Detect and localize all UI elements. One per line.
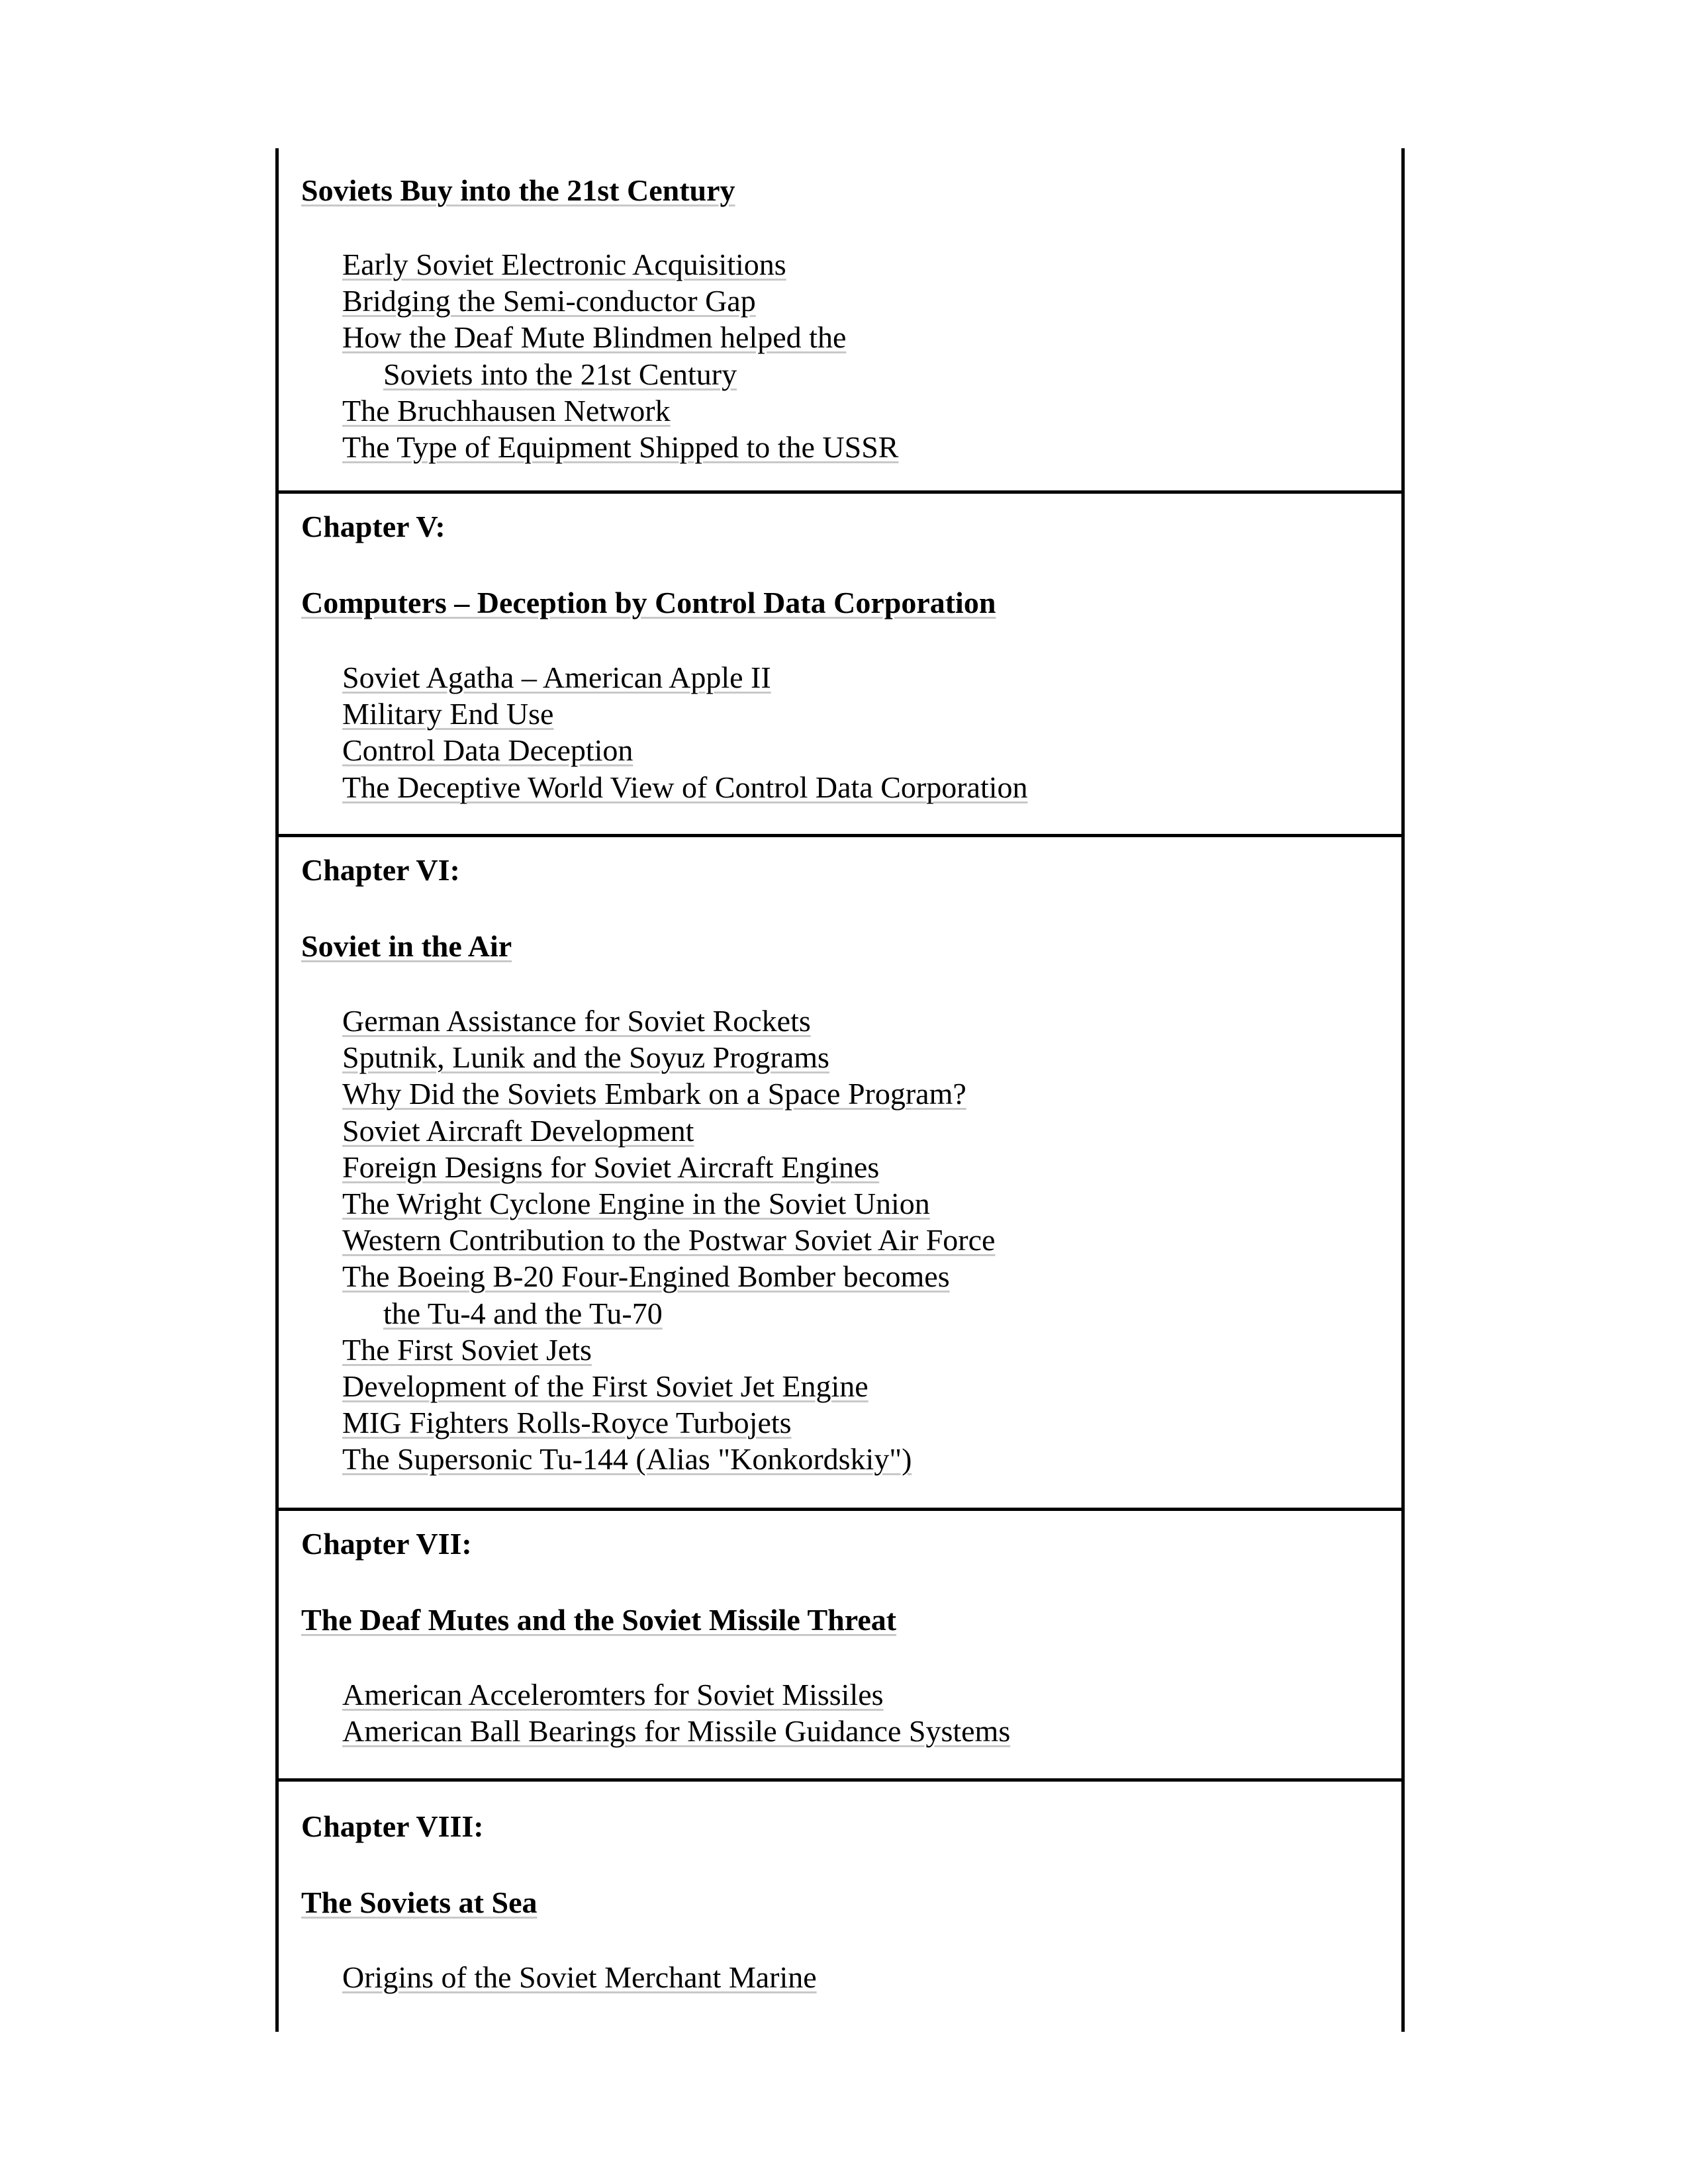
toc-link[interactable]: Development of the First Soviet Jet Engine [342,1369,868,1404]
toc-link[interactable]: Western Contribution to the Postwar Soviet Air Force [342,1223,996,1257]
toc-link[interactable]: The Wright Cyclone Engine in the Soviet Union [342,1187,930,1221]
chapter-title-link[interactable]: Computers – Deception by Control Data Corporation [301,586,996,619]
chapter-title-link[interactable]: The Soviets at Sea [301,1886,538,1919]
toc-link[interactable]: Military End Use [342,697,554,731]
toc-link-continued[interactable]: Soviets into the 21st Century [383,357,737,391]
toc-link[interactable]: The Type of Equipment Shipped to the USSR [342,430,899,465]
toc-link[interactable]: American Ball Bearings for Missile Guidance Systems [342,1714,1011,1749]
chapter-title-link[interactable]: Soviet in the Air [301,929,512,963]
chapter-label: Chapter VIII: [301,1809,484,1843]
toc-link[interactable]: The Supersonic Tu-144 (Alias "Konkordskiy") [342,1442,912,1477]
toc-link[interactable]: Soviet Agatha – American Apple II [342,660,771,694]
section-link-list [342,659,1028,805]
toc-link[interactable]: Early Soviet Electronic Acquisitions [342,248,786,281]
toc-link[interactable]: Why Did the Soviets Embark on a Space Program? [342,1077,966,1111]
toc-link[interactable]: How the Deaf Mute Blindmen helped the [342,320,847,355]
section-link-list [342,246,899,465]
chapter-label: Chapter VI: [301,853,460,887]
toc-link-continued[interactable]: the Tu-4 and the Tu-70 [383,1296,663,1330]
table-of-contents [275,148,1405,2032]
toc-link[interactable]: German Assistance for Soviet Rockets [342,1004,811,1038]
toc-section-chapter-viii [279,1782,1401,2032]
toc-link[interactable]: MIG Fighters Rolls-Royce Turbojets [342,1406,792,1440]
toc-section-chapter-v [279,494,1401,834]
toc-link[interactable]: The Boeing B-20 Four-Engined Bomber becomes [342,1259,950,1294]
toc-link[interactable]: Soviet Aircraft Development [342,1113,694,1148]
chapter-label: Chapter V: [301,510,445,543]
section-link-list [342,1676,1010,1749]
section-link-list [342,1959,817,1995]
toc-link[interactable]: The First Soviet Jets [342,1332,592,1367]
toc-link[interactable]: The Deceptive World View of Control Data Corporation [342,770,1028,804]
toc-section-chapter-vii [279,1511,1401,1778]
toc-link[interactable]: Bridging the Semi-conductor Gap [342,284,756,318]
toc-link[interactable]: Origins of the Soviet Merchant Marine [342,1960,817,1994]
chapter-title-link[interactable]: The Deaf Mutes and the Soviet Missile Threat [301,1603,897,1637]
toc-link[interactable]: The Bruchhausen Network [342,393,671,428]
toc-link[interactable]: Sputnik, Lunik and the Soyuz Programs [342,1040,829,1075]
section-title-link[interactable]: Soviets Buy into the 21st Century [301,173,735,207]
toc-link[interactable]: American Acceleromters for Soviet Missiles [342,1678,884,1711]
chapter-label: Chapter VII: [301,1527,472,1561]
toc-link[interactable]: Control Data Deception [342,733,633,768]
toc-section-chapter-vi [279,837,1401,1508]
section-link-list [342,1003,995,1478]
toc-section-electronics [279,148,1401,490]
toc-link[interactable]: Foreign Designs for Soviet Aircraft Engines [342,1150,880,1184]
